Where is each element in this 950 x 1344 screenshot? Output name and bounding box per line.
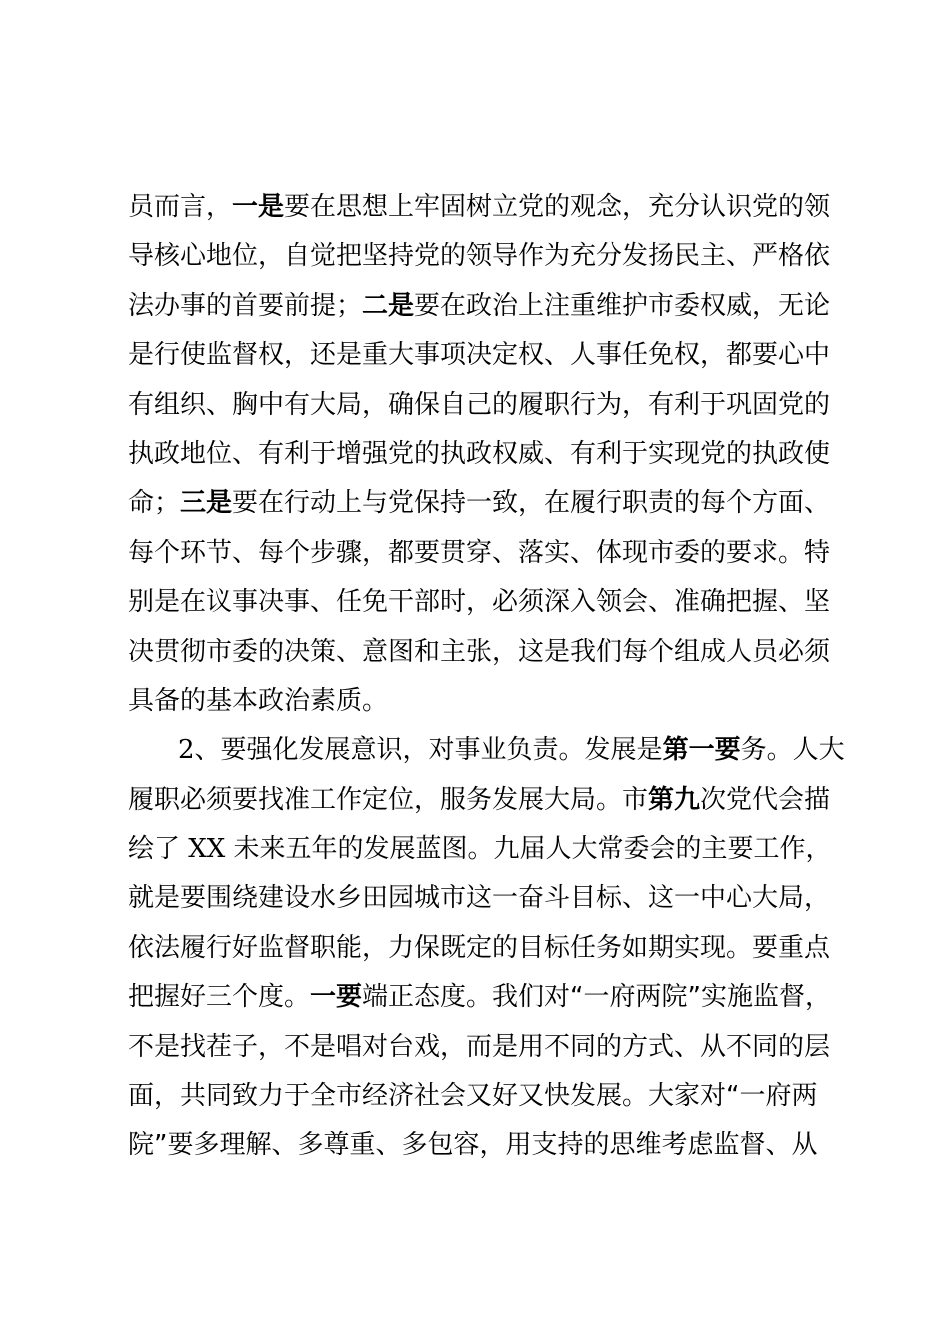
text-segment: 是行使监督权，还是重大事项决定权、人事任免权，都要心中 (128, 340, 831, 371)
text-segment: 未来五年的发展蓝图。九届人大常委会的主要工作， (225, 834, 832, 865)
bold-text-segment: 二是 (362, 290, 415, 321)
text-segment: 别是在议事决事、任免干部时，必须深入领会、准确把握、坚 (128, 587, 831, 618)
text-line (128, 825, 834, 874)
text-line (128, 924, 834, 973)
text-line (128, 776, 834, 825)
text-segment: 法办事的首要前提； (128, 290, 363, 321)
text-segment: 面，共同致力于全市经济社会又好又快发展。大家对“一府两 (128, 1081, 818, 1112)
text-segment: 不是找茬子，不是唱对台戏，而是用不同的方式、从不同的层 (128, 1031, 831, 1062)
text-segment: 务。人大 (740, 735, 845, 766)
document-body (128, 183, 845, 1171)
text-segment: 次党代会描 (700, 784, 831, 815)
bold-text-segment: 三是 (180, 488, 233, 519)
text-line (128, 726, 845, 775)
text-segment: 就是要围绕建设水乡田园城市这一奋斗目标、这一中心大局， (128, 883, 831, 914)
bold-text-segment: 一是 (232, 192, 285, 222)
text-segment: XX (188, 834, 226, 865)
text-segment: 有组织、胸中有大局，确保自己的履职行为，有利于巩固党的 (128, 389, 831, 420)
text-line (128, 973, 834, 1022)
text-segment: 要在思想上牢固树立党的观念，充分认识党的领 (284, 192, 831, 222)
text-line (128, 578, 834, 627)
text-line (128, 282, 834, 331)
text-segment: 院”要多理解、多尊重、多包容，用支持的思维考虑监督、从 (128, 1130, 818, 1161)
text-segment: 执政地位、有利于增强党的执政权威、有利于实现党的执政使 (128, 438, 831, 469)
text-segment: 决贯彻市委的决策、意图和主张，这是我们每个组成人员必须 (128, 636, 831, 667)
bold-text-segment: 一要 (310, 982, 363, 1013)
text-line (128, 529, 834, 578)
text-line (128, 479, 834, 528)
text-line (128, 628, 834, 677)
paragraph (128, 726, 845, 1171)
text-segment: 绘了 (128, 834, 189, 865)
text-segment: 要在行动上与党保持一致，在履行职责的每个方面、 (232, 488, 831, 519)
text-segment: 端正态度。我们对“一府两院”实施监督， (362, 982, 831, 1013)
text-segment: 导核心地位，自觉把坚持党的领导作为充分发扬民主、严格依 (128, 241, 831, 272)
text-segment: 依法履行好监督职能，力保既定的目标任务如期实现。要重点 (128, 932, 831, 963)
text-segment: 要在政治上注重维护市委权威，无论 (414, 290, 831, 321)
text-line (128, 1023, 834, 1072)
text-line (128, 430, 834, 479)
text-line (128, 331, 834, 380)
text-line (128, 183, 834, 232)
text-line (128, 1072, 834, 1121)
text-segment: 具备的基本政治素质。 (128, 685, 389, 716)
text-segment: 员而言， (128, 192, 233, 222)
text-line (128, 677, 834, 726)
text-segment: 每个环节、每个步骤，都要贯穿、落实、体现市委的要求。特 (128, 537, 831, 568)
text-segment: 2 (178, 735, 195, 766)
text-segment: 把握好三个度。 (128, 982, 311, 1013)
text-segment: 、要强化发展意识，对事业负责。发展是 (194, 735, 663, 766)
text-line (128, 381, 834, 430)
text-line (128, 1121, 834, 1170)
bold-text-segment: 第一要 (662, 735, 741, 766)
text-line (128, 232, 834, 281)
bold-text-segment: 第九 (648, 784, 701, 815)
text-line (128, 874, 834, 923)
text-segment: 履职必须要找准工作定位，服务发展大局。市 (128, 784, 649, 815)
text-segment: 命； (128, 488, 181, 519)
paragraph (128, 183, 834, 726)
